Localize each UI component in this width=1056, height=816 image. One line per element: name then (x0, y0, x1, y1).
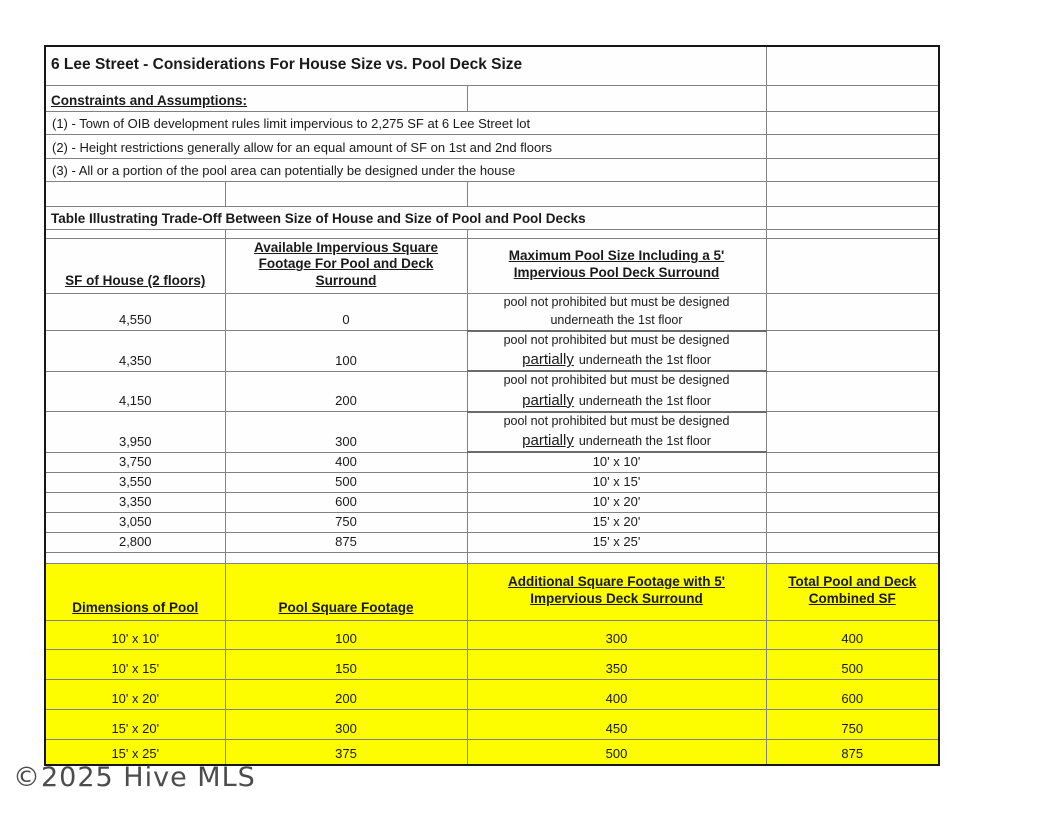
available-sf-value: 100 (225, 331, 467, 372)
pool-table-header-row (45, 564, 939, 621)
available-sf-value: 750 (225, 513, 467, 533)
empty-cell (766, 331, 939, 372)
empty-cell (766, 473, 939, 493)
note-line-1: pool not prohibited but must be designed (503, 413, 730, 428)
constraints-heading-row (45, 85, 939, 111)
table-row (45, 533, 939, 553)
empty-cell (766, 134, 939, 158)
table-row (45, 452, 939, 473)
empty-cell (766, 46, 939, 85)
empty-cell (766, 452, 939, 473)
empty-cell (467, 85, 766, 111)
empty-cell (766, 181, 939, 206)
sf-house-value: 3,050 (45, 513, 225, 533)
note-rest: underneath the 1st floor (578, 393, 711, 408)
empty-cell (766, 553, 939, 564)
empty-cell (766, 158, 939, 181)
table-row (45, 493, 939, 513)
table-row (45, 473, 939, 493)
table-row (45, 680, 939, 710)
col-header-total-sf: Total Pool and Deck Combined SF (766, 564, 939, 621)
max-pool-size: 10' x 10' (467, 452, 766, 473)
note-line-2 (470, 430, 764, 451)
constraint-3: (3) - All or a portion of the pool area can potentially be designed under the house (45, 158, 766, 181)
note-line-1: pool not prohibited but must be designed (503, 373, 730, 388)
constraint-row-3 (45, 158, 939, 181)
col-header-dimensions: Dimensions of Pool (45, 564, 225, 621)
note-rest: underneath the 1st floor (550, 312, 683, 327)
pool-sf-value: 375 (225, 740, 467, 765)
max-pool-note (467, 294, 766, 331)
title-row (45, 46, 939, 85)
available-sf-value: 875 (225, 533, 467, 553)
pool-dimensions: 15' x 20' (45, 710, 225, 740)
spacer-row (45, 229, 939, 238)
empty-cell (766, 206, 939, 229)
table-row (45, 710, 939, 740)
empty-cell (766, 493, 939, 513)
pool-dimensions: 10' x 20' (45, 680, 225, 710)
empty-cell (467, 553, 766, 564)
total-sf-value: 600 (766, 680, 939, 710)
sf-house-value: 3,950 (45, 412, 225, 453)
total-sf-value: 875 (766, 740, 939, 765)
table-row (45, 513, 939, 533)
empty-cell (225, 553, 467, 564)
total-sf-value: 400 (766, 621, 939, 650)
pool-sf-value: 300 (225, 710, 467, 740)
note-line-2 (470, 349, 764, 370)
empty-cell (45, 229, 225, 238)
constraint-2: (2) - Height restrictions generally allow for an equal amount of SF on 1st and 2nd floors (45, 134, 766, 158)
sf-house-value: 3,550 (45, 473, 225, 493)
pool-dimensions: 10' x 15' (45, 650, 225, 680)
table-row (45, 294, 939, 331)
table-row (45, 412, 939, 453)
constraints-heading: Constraints and Assumptions: (45, 85, 467, 111)
table-row (45, 371, 939, 412)
spacer-row (45, 181, 939, 206)
empty-cell (45, 553, 225, 564)
note-line-1: pool not prohibited but must be designed (503, 332, 730, 347)
constraint-1: (1) - Town of OIB development rules limit impervious to 2,275 SF at 6 Lee Street lot (45, 111, 766, 134)
additional-sf-value: 450 (467, 710, 766, 740)
additional-sf-value: 300 (467, 621, 766, 650)
table-row (45, 740, 939, 765)
sf-house-value: 4,150 (45, 371, 225, 412)
empty-cell (45, 181, 225, 206)
max-pool-size: 10' x 20' (467, 493, 766, 513)
max-pool-size: 10' x 15' (467, 473, 766, 493)
max-pool-note (467, 412, 766, 453)
col-header-max-pool: Maximum Pool Size Including a 5' Impervious Pool Deck Surround (467, 238, 766, 294)
total-sf-value: 500 (766, 650, 939, 680)
empty-cell (766, 294, 939, 331)
empty-cell (766, 229, 939, 238)
note-line-1: pool not prohibited but must be designed (503, 295, 730, 310)
pool-sf-value: 200 (225, 680, 467, 710)
available-sf-value: 500 (225, 473, 467, 493)
available-sf-value: 0 (225, 294, 467, 331)
tradeoff-heading-row (45, 206, 939, 229)
sf-house-value: 4,550 (45, 294, 225, 331)
note-emphasis: partially (522, 351, 574, 369)
table-row (45, 331, 939, 372)
page-title: 6 Lee Street - Considerations For House Size vs. Pool Deck Size (45, 46, 766, 85)
empty-cell (766, 533, 939, 553)
col-header-additional-sf: Additional Square Footage with 5' Impervious Deck Surround (467, 564, 766, 621)
note-rest: underneath the 1st floor (578, 434, 711, 449)
additional-sf-value: 500 (467, 740, 766, 765)
sf-house-value: 4,350 (45, 331, 225, 372)
pool-sf-value: 100 (225, 621, 467, 650)
empty-cell (766, 513, 939, 533)
pool-sf-value: 150 (225, 650, 467, 680)
empty-cell (467, 181, 766, 206)
available-sf-value: 600 (225, 493, 467, 513)
empty-cell (225, 181, 467, 206)
spacer-row (45, 553, 939, 564)
additional-sf-value: 350 (467, 650, 766, 680)
sf-house-value: 3,750 (45, 452, 225, 473)
empty-cell (766, 111, 939, 134)
empty-cell (766, 238, 939, 294)
note-rest: underneath the 1st floor (578, 353, 711, 368)
table-row (45, 621, 939, 650)
note-emphasis: partially (522, 432, 574, 450)
empty-cell (766, 412, 939, 453)
empty-cell (467, 229, 766, 238)
empty-cell (766, 85, 939, 111)
mls-watermark: ©2025 Hive MLS (13, 762, 256, 793)
tradeoff-heading: Table Illustrating Trade-Off Between Size of House and Size of Pool and Pool Decks (45, 206, 766, 229)
empty-cell (225, 229, 467, 238)
max-pool-size: 15' x 20' (467, 513, 766, 533)
col-header-pool-sf: Pool Square Footage (225, 564, 467, 621)
max-pool-size: 15' x 25' (467, 533, 766, 553)
col-header-sf-house: SF of House (2 floors) (45, 238, 225, 294)
sf-house-value: 3,350 (45, 493, 225, 513)
pool-dimensions: 10' x 10' (45, 621, 225, 650)
max-pool-note (467, 331, 766, 372)
constraint-row-1 (45, 111, 939, 134)
table-row (45, 650, 939, 680)
pool-dimensions: 15' x 25' (45, 740, 225, 765)
note-emphasis: partially (522, 391, 574, 409)
additional-sf-value: 400 (467, 680, 766, 710)
empty-cell (766, 371, 939, 412)
available-sf-value: 200 (225, 371, 467, 412)
sf-house-value: 2,800 (45, 533, 225, 553)
tradeoff-header-row (45, 238, 939, 294)
note-line-2 (470, 312, 764, 330)
total-sf-value: 750 (766, 710, 939, 740)
col-header-available-sf: Available Impervious Square Footage For Pool and Deck Surround (225, 238, 467, 294)
available-sf-value: 300 (225, 412, 467, 453)
constraint-row-2 (45, 134, 939, 158)
available-sf-value: 400 (225, 452, 467, 473)
spreadsheet-table (44, 45, 940, 766)
max-pool-note (467, 371, 766, 412)
note-line-2 (470, 390, 764, 411)
